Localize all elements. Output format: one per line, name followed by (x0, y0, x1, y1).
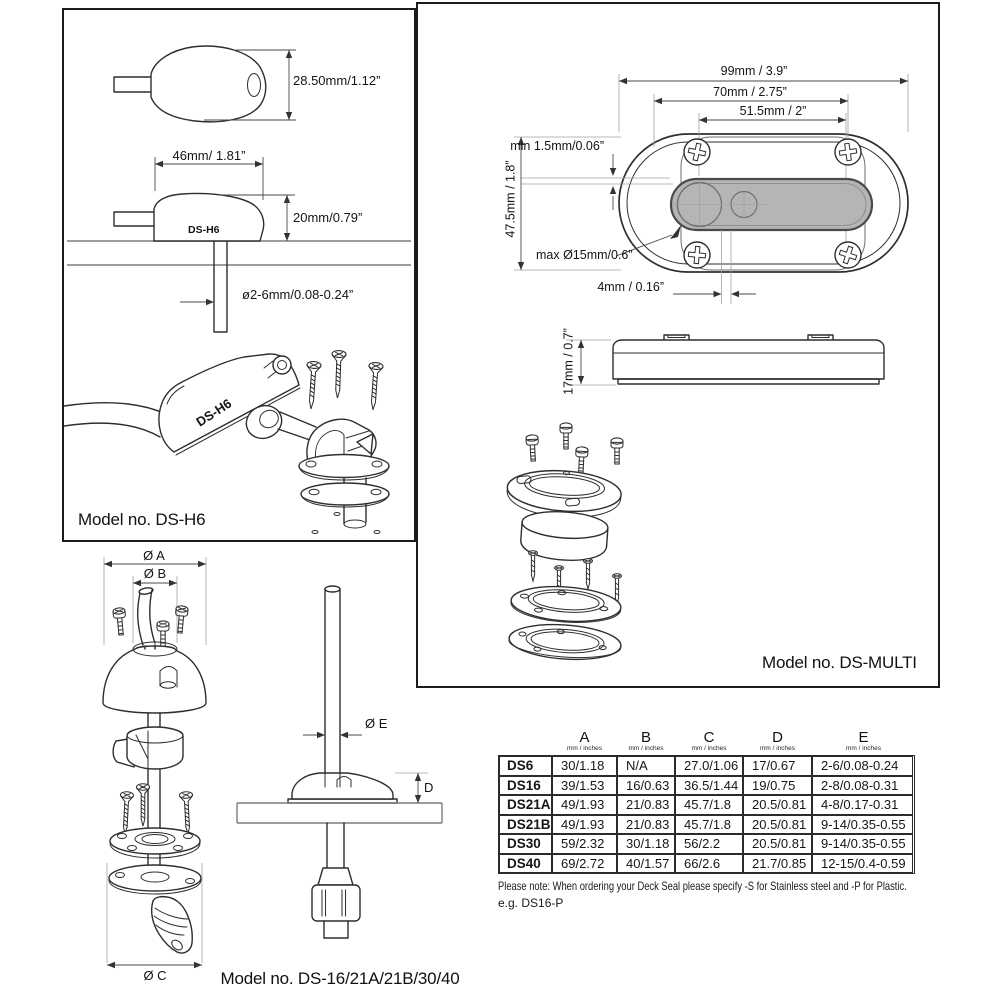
table-cell: 30/1.18 (617, 834, 675, 854)
table-cell: 2-8/0.08-0.31 (812, 776, 913, 796)
table-cell: 20.5/0.81 (743, 795, 812, 815)
table-cell: 56/2.2 (675, 834, 743, 854)
dim-base-width-label: 46mm/ 1.81” (172, 148, 246, 163)
table-cell: 9-14/0.35-0.55 (812, 815, 913, 835)
spec-table-grid (498, 755, 915, 874)
table-cell: DS30 (499, 834, 552, 854)
dim-dia-a-label: Ø A (143, 548, 165, 563)
panel-ds-h6 (62, 8, 416, 542)
table-cell: N/A (617, 756, 675, 776)
table-cell: 2-6/0.08-0.24 (812, 756, 913, 776)
col-unit-b: mm / inches (628, 745, 664, 752)
dim-height-d-label: D (424, 780, 434, 795)
dim-dia-e-label: Ø E (365, 716, 388, 731)
order-note-line1: Please note: When ordering your Deck Seal please specify -S for Stainless steel and -P for Plastic. (498, 879, 907, 893)
model-label-ds-multi: Model no. DS-MULTI (762, 653, 917, 672)
col-header-c: C (703, 729, 715, 746)
table-cell: 21.7/0.85 (743, 854, 812, 874)
dim-overall-width-label: 99mm / 3.9” (720, 64, 788, 78)
table-cell: 16/0.63 (617, 776, 675, 796)
ds-range-drawing (60, 545, 490, 1000)
dim-body-height-label: 17mm / 0.7” (561, 328, 576, 395)
table-cell: 36.5/1.44 (675, 776, 743, 796)
table-cell: DS16 (499, 776, 552, 796)
col-header-d: D (772, 729, 783, 746)
dim-top-height-label: 28.50mm/1.12” (293, 73, 381, 88)
product-label-side: DS-H6 (188, 224, 220, 236)
caption-ds-range: Model no. DS-16/21A/21B/30/40 (220, 969, 460, 988)
table-cell: 12-15/0.4-0.59 (812, 854, 913, 874)
table-cell: 39/1.53 (552, 776, 617, 796)
table-cell: 9-14/0.35-0.55 (812, 834, 913, 854)
table-cell: 21/0.83 (617, 815, 675, 835)
col-header-e: E (858, 729, 869, 746)
table-cell: DS21A (499, 795, 552, 815)
dim-hole-gap-label: 4mm / 0.16” (597, 280, 664, 294)
table-cell: 4-8/0.17-0.31 (812, 795, 913, 815)
table-cell: 45.7/1.8 (675, 795, 743, 815)
table-cell: 40/1.57 (617, 854, 675, 874)
col-header-a: A (579, 729, 590, 746)
col-unit-c: mm / inches (691, 745, 727, 752)
dim-overall-depth-label: 47.5mm / 1.8” (503, 160, 518, 238)
col-unit-e: mm / inches (845, 745, 882, 752)
ds-h6-top-view (114, 46, 296, 122)
ds-multi-drawing (418, 4, 938, 686)
table-cell: 59/2.32 (552, 834, 617, 854)
table-cell: 20.5/0.81 (743, 815, 812, 835)
dim-screw-spacing-label: 70mm / 2.75” (713, 85, 787, 99)
table-cell: 21/0.83 (617, 795, 675, 815)
col-header-b: B (640, 729, 651, 746)
table-cell: 30/1.18 (552, 756, 617, 776)
table-cell: 69/2.72 (552, 854, 617, 874)
table-cell: 66/2.6 (675, 854, 743, 874)
ds-range-installed-view (237, 586, 442, 938)
table-cell: 49/1.93 (552, 815, 617, 835)
product-label-exploded: DS-H6 (193, 395, 235, 430)
dim-slot-length-label: 51.5mm / 2” (739, 104, 807, 118)
col-unit-d: mm / inches (759, 745, 796, 752)
table-cell: DS40 (499, 854, 552, 874)
ds-range-exploded-view (103, 557, 206, 968)
col-unit-a: mm / inches (566, 745, 603, 752)
section-ds-range (60, 545, 490, 1000)
dim-min-edge-label: min 1.5mm/0.06” (510, 139, 604, 153)
ds-h6-exploded-view (64, 350, 389, 533)
table-cell: 17/0.67 (743, 756, 812, 776)
ds-multi-side-view (566, 335, 884, 385)
dim-dia-c-label: Ø C (143, 968, 167, 983)
table-cell: 27.0/1.06 (675, 756, 743, 776)
ds-h6-drawing (64, 10, 414, 540)
dim-dia-b-label: Ø B (143, 566, 167, 581)
ds-h6-side-view (67, 157, 411, 332)
table-cell: 49/1.93 (552, 795, 617, 815)
dim-side-height-label: 20mm/0.79” (293, 210, 363, 225)
spec-table (498, 730, 915, 874)
table-cell: 45.7/1.8 (675, 815, 743, 835)
table-cell: 19/0.75 (743, 776, 812, 796)
ds-multi-exploded-view (506, 423, 623, 663)
table-cell: DS6 (499, 756, 552, 776)
dim-max-cable-label: max Ø15mm/0.6” (536, 248, 633, 262)
model-label-ds-h6: Model no. DS-H6 (78, 510, 206, 529)
spec-table-header (498, 730, 915, 753)
panel-ds-multi (416, 2, 940, 688)
table-cell: 20.5/0.81 (743, 834, 812, 854)
order-note-line2: e.g. DS16-P (498, 896, 564, 910)
table-cell: DS21B (499, 815, 552, 835)
dim-deck-hole-label: ø2-6mm/0.08-0.24” (242, 287, 354, 302)
